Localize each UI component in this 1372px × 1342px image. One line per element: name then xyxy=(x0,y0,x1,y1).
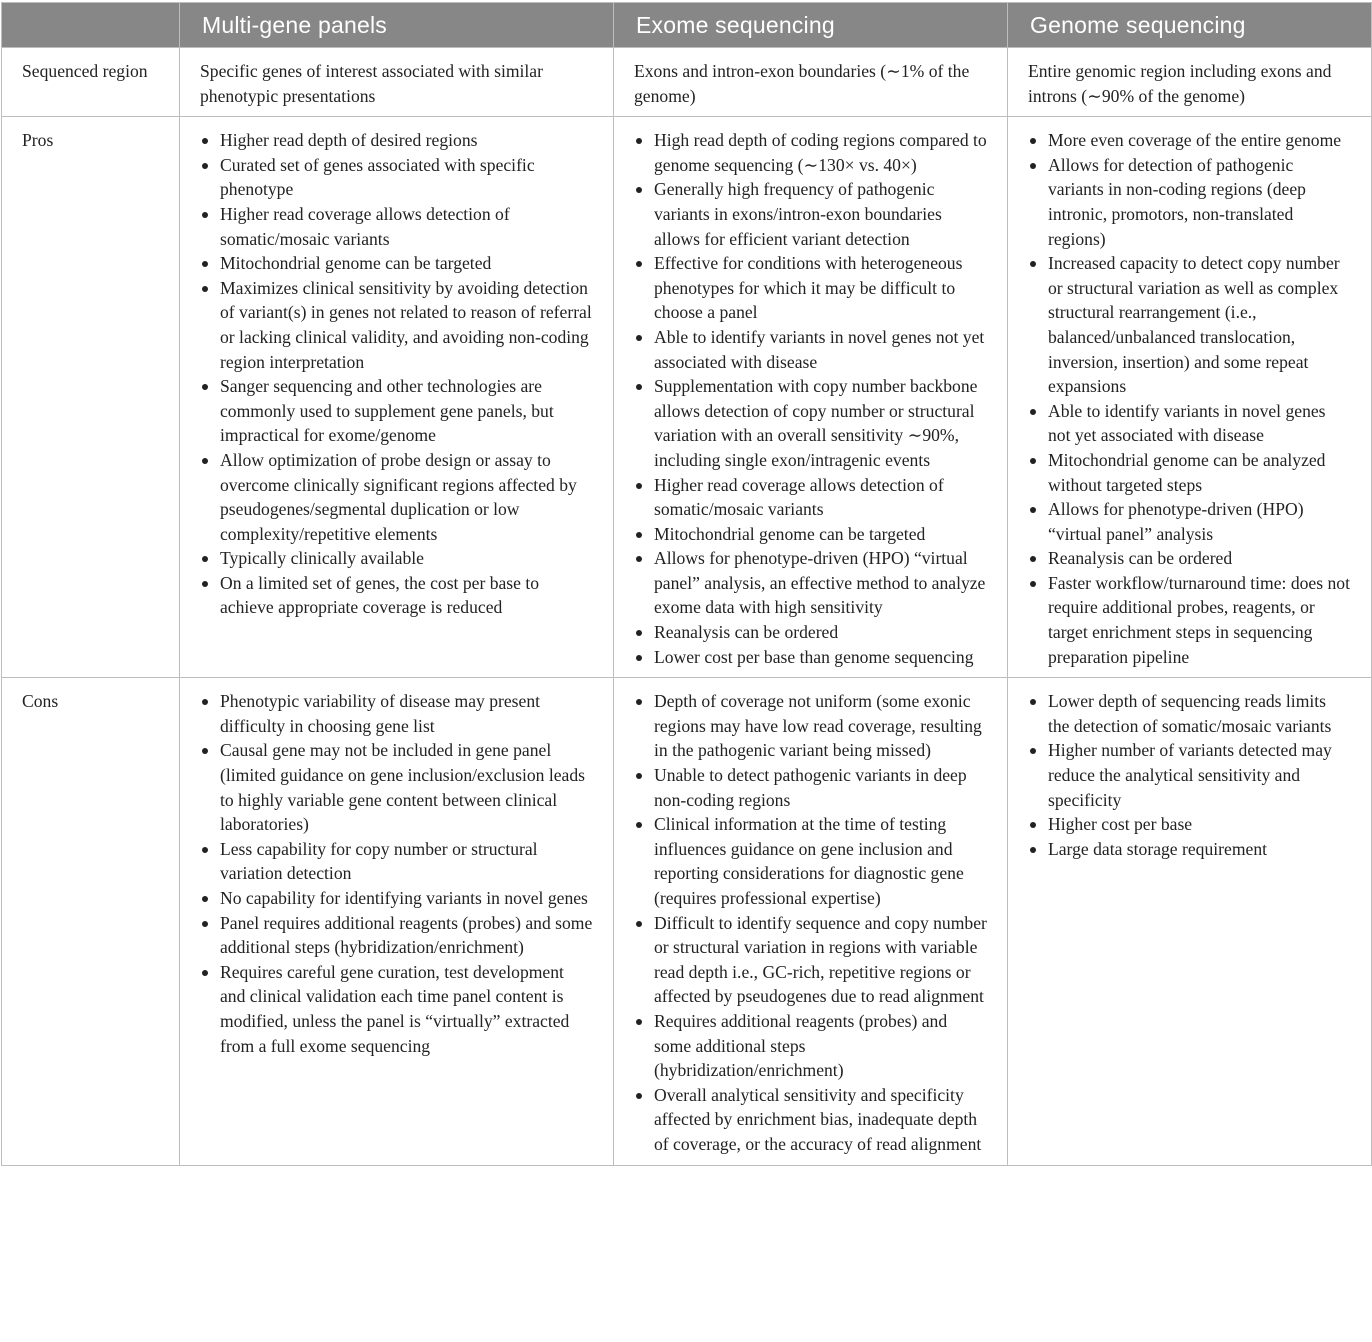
list-item: Able to identify variants in novel genes not yet associated with disease xyxy=(1028,399,1351,448)
row-label-cons: Cons xyxy=(2,678,180,1165)
bullet-list xyxy=(200,689,593,1058)
bullet-list xyxy=(200,128,593,620)
comparison-table xyxy=(1,2,1372,1166)
row-pros xyxy=(2,117,1372,678)
row-label-sequenced-region: Sequenced region xyxy=(2,48,180,117)
list-item: Able to identify variants in novel genes not yet associated with disease xyxy=(634,325,987,374)
cell-exome-sequenced-region: Exons and intron-exon boundaries (∼1% of the genome) xyxy=(614,48,1008,117)
list-item: No capability for identifying variants in novel genes xyxy=(200,886,593,911)
list-item: Panel requires additional reagents (probes) and some additional steps (hybridization/enrichment) xyxy=(200,911,593,960)
header-corner-cell xyxy=(2,3,180,48)
cell-panels-cons xyxy=(180,678,614,1165)
list-item: Effective for conditions with heterogeneous phenotypes for which it may be difficult to choose a panel xyxy=(634,251,987,325)
list-item: Reanalysis can be ordered xyxy=(1028,546,1351,571)
list-item: Mitochondrial genome can be targeted xyxy=(200,251,593,276)
list-item: Mitochondrial genome can be analyzed without targeted steps xyxy=(1028,448,1351,497)
list-item: Allows for phenotype-driven (HPO) “virtual panel” analysis, an effective method to analyze exome data with high sensitivity xyxy=(634,546,987,620)
row-cons xyxy=(2,678,1372,1165)
list-item: Difficult to identify sequence and copy number or structural variation in regions with variable read depth i.e., GC-rich, repetitive regions or affected by pseudogenes due to read alignment xyxy=(634,911,987,1009)
list-item: Higher cost per base xyxy=(1028,812,1351,837)
list-item: Reanalysis can be ordered xyxy=(634,620,987,645)
header-genome-sequencing: Genome sequencing xyxy=(1008,3,1372,48)
cell-panels-pros xyxy=(180,117,614,678)
list-item: Large data storage requirement xyxy=(1028,837,1351,862)
list-item: Curated set of genes associated with specific phenotype xyxy=(200,153,593,202)
list-item: Requires careful gene curation, test development and clinical validation each time panel content is modified, unless the panel is “virtually” extracted from a full exome sequencing xyxy=(200,960,593,1058)
list-item: Higher read depth of desired regions xyxy=(200,128,593,153)
list-item: Overall analytical sensitivity and specificity affected by enrichment bias, inadequate depth of coverage, or the accuracy of read alignment xyxy=(634,1083,987,1157)
cell-genome-cons xyxy=(1008,678,1372,1165)
bullet-list xyxy=(1028,128,1351,669)
list-item: Unable to detect pathogenic variants in deep non-coding regions xyxy=(634,763,987,812)
row-sequenced-region xyxy=(2,48,1372,117)
list-item: Allow optimization of probe design or assay to overcome clinically significant regions affected by pseudogenes/segmental duplication or low complexity/repetitive elements xyxy=(200,448,593,546)
list-item: Sanger sequencing and other technologies are commonly used to supplement gene panels, but impractical for exome/genome xyxy=(200,374,593,448)
header-exome-sequencing: Exome sequencing xyxy=(614,3,1008,48)
row-label-pros: Pros xyxy=(2,117,180,678)
bullet-list xyxy=(634,128,987,669)
list-item: Clinical information at the time of testing influences guidance on gene inclusion and reporting considerations for diagnostic gene (requires professional expertise) xyxy=(634,812,987,910)
cell-genome-pros xyxy=(1008,117,1372,678)
cell-panels-sequenced-region: Specific genes of interest associated with similar phenotypic presentations xyxy=(180,48,614,117)
list-item: Typically clinically available xyxy=(200,546,593,571)
list-item: Allows for phenotype-driven (HPO) “virtual panel” analysis xyxy=(1028,497,1351,546)
cell-exome-cons xyxy=(614,678,1008,1165)
list-item: Faster workflow/turnaround time: does not require additional probes, reagents, or target enrichment steps in sequencing preparation pipeline xyxy=(1028,571,1351,669)
list-item: Generally high frequency of pathogenic variants in exons/intron-exon boundaries allows for efficient variant detection xyxy=(634,177,987,251)
header-multi-gene-panels: Multi-gene panels xyxy=(180,3,614,48)
list-item: High read depth of coding regions compared to genome sequencing (∼130× vs. 40×) xyxy=(634,128,987,177)
header-row xyxy=(2,3,1372,48)
list-item: Maximizes clinical sensitivity by avoiding detection of variant(s) in genes not related to reason of referral or lacking clinical validity, and avoiding non-coding region interpretation xyxy=(200,276,593,374)
list-item: Higher number of variants detected may reduce the analytical sensitivity and specificity xyxy=(1028,738,1351,812)
list-item: Mitochondrial genome can be targeted xyxy=(634,522,987,547)
bullet-list xyxy=(1028,689,1351,861)
list-item: Supplementation with copy number backbone allows detection of copy number or structural variation with an overall sensitivity ∼90%, including single exon/intragenic events xyxy=(634,374,987,472)
list-item: More even coverage of the entire genome xyxy=(1028,128,1351,153)
list-item: Requires additional reagents (probes) and some additional steps (hybridization/enrichment) xyxy=(634,1009,987,1083)
list-item: Lower cost per base than genome sequencing xyxy=(634,645,987,670)
list-item: Allows for detection of pathogenic variants in non-coding regions (deep intronic, promotors, non-translated regions) xyxy=(1028,153,1351,251)
cell-genome-sequenced-region: Entire genomic region including exons and introns (∼90% of the genome) xyxy=(1008,48,1372,117)
list-item: Lower depth of sequencing reads limits the detection of somatic/mosaic variants xyxy=(1028,689,1351,738)
list-item: Higher read coverage allows detection of somatic/mosaic variants xyxy=(634,473,987,522)
list-item: Less capability for copy number or structural variation detection xyxy=(200,837,593,886)
list-item: On a limited set of genes, the cost per base to achieve appropriate coverage is reduced xyxy=(200,571,593,620)
list-item: Causal gene may not be included in gene panel (limited guidance on gene inclusion/exclusion leads to highly variable gene content between clinical laboratories) xyxy=(200,738,593,836)
bullet-list xyxy=(634,689,987,1156)
list-item: Phenotypic variability of disease may present difficulty in choosing gene list xyxy=(200,689,593,738)
list-item: Depth of coverage not uniform (some exonic regions may have low read coverage, resulting in the pathogenic variant being missed) xyxy=(634,689,987,763)
list-item: Higher read coverage allows detection of somatic/mosaic variants xyxy=(200,202,593,251)
cell-exome-pros xyxy=(614,117,1008,678)
list-item: Increased capacity to detect copy number or structural variation as well as complex structural rearrangement (i.e., balanced/unbalanced translocation, inversion, insertion) and some repeat expansions xyxy=(1028,251,1351,399)
